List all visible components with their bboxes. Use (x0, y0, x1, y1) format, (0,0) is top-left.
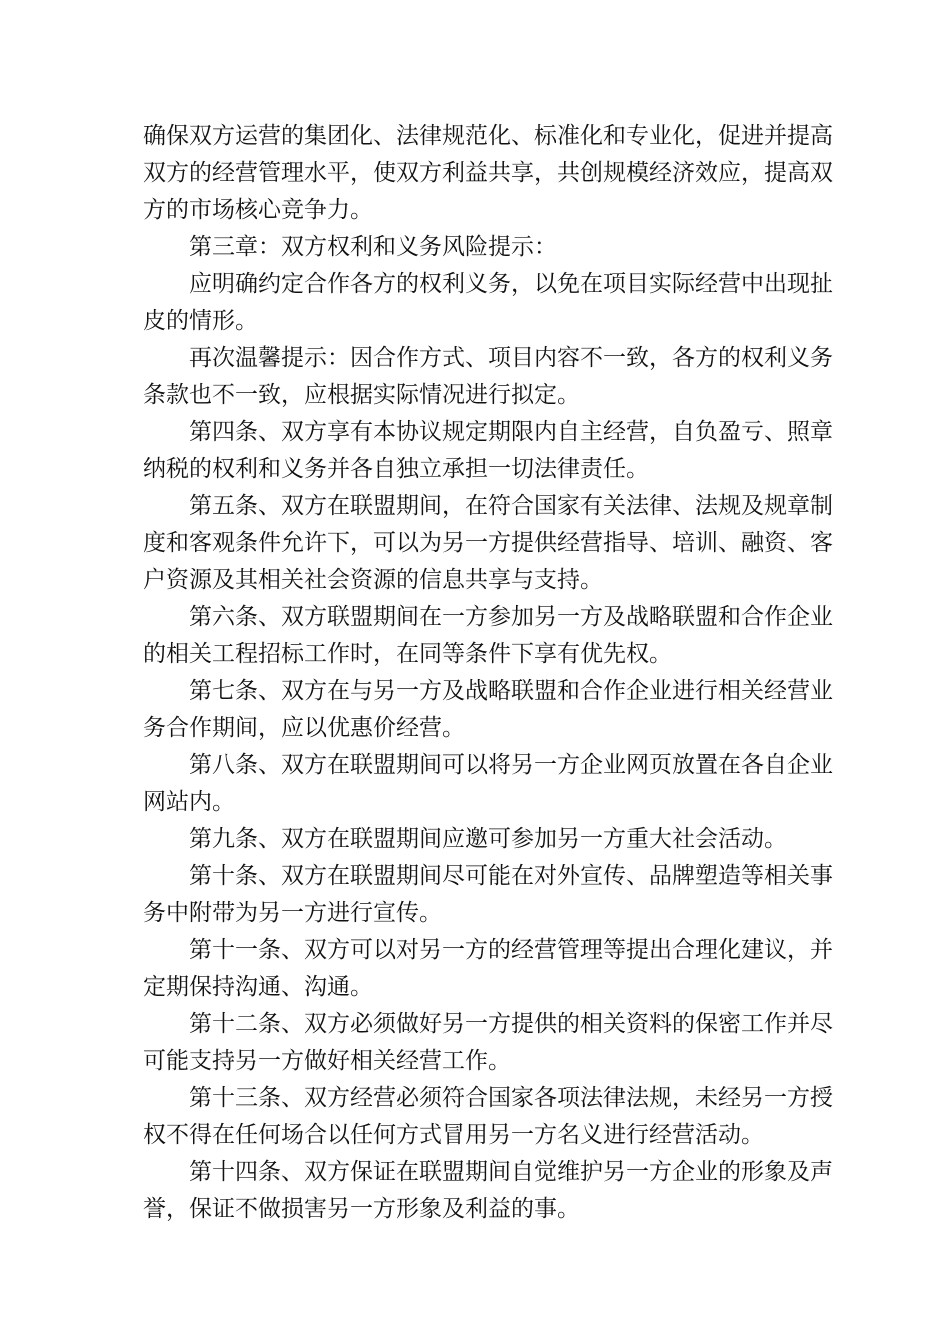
article-9: 第九条、双方在联盟期间应邀可参加另一方重大社会活动。 (189, 826, 787, 852)
paragraph: 应明确约定合作各方的权利义务，以免在项目实际经营中出现扯皮的情形。 (143, 271, 833, 334)
article-14: 第十四条、双方保证在联盟期间自觉维护另一方企业的形象及声誉，保证不做损害另一方形象及利益的事。 (143, 1159, 833, 1222)
chapter-heading: 第三章：双方权利和义务风险提示： (189, 234, 557, 260)
article-12: 第十二条、双方必须做好另一方提供的相关资料的保密工作并尽可能支持另一方做好相关经营工作。 (143, 1011, 833, 1074)
article-4: 第四条、双方享有本协议规定期限内自主经营，自负盈亏、照章纳税的权利和义务并各自独立承担一切法律责任。 (143, 419, 833, 482)
article-7: 第七条、双方在与另一方及战略联盟和合作企业进行相关经营业务合作期间，应以优惠价经营。 (143, 678, 833, 741)
article-8: 第八条、双方在联盟期间可以将另一方企业网页放置在各自企业网站内。 (143, 752, 833, 815)
article-13: 第十三条、双方经营必须符合国家各项法律法规，未经另一方授权不得在任何场合以任何方式冒用另一方名义进行经营活动。 (143, 1085, 833, 1148)
article-6: 第六条、双方联盟期间在一方参加另一方及战略联盟和合作企业的相关工程招标工作时，在同等条件下享有优先权。 (143, 604, 833, 667)
paragraph-continuation: 确保双方运营的集团化、法律规范化、标准化和专业化，促进并提高双方的经营管理水平，使双方利益共享，共创规模经济效应，提高双方的市场核心竞争力。 (143, 123, 833, 223)
article-10: 第十条、双方在联盟期间尽可能在对外宣传、品牌塑造等相关事务中附带为另一方进行宣传。 (143, 863, 833, 926)
document-body (143, 118, 833, 1228)
article-5: 第五条、双方在联盟期间，在符合国家有关法律、法规及规章制度和客观条件允许下，可以为另一方提供经营指导、培训、融资、客户资源及其相关社会资源的信息共享与支持。 (143, 493, 833, 593)
article-11: 第十一条、双方可以对另一方的经营管理等提出合理化建议，并定期保持沟通、沟通。 (143, 937, 833, 1000)
paragraph: 再次温馨提示：因合作方式、项目内容不一致，各方的权利义务条款也不一致，应根据实际情况进行拟定。 (143, 345, 833, 408)
